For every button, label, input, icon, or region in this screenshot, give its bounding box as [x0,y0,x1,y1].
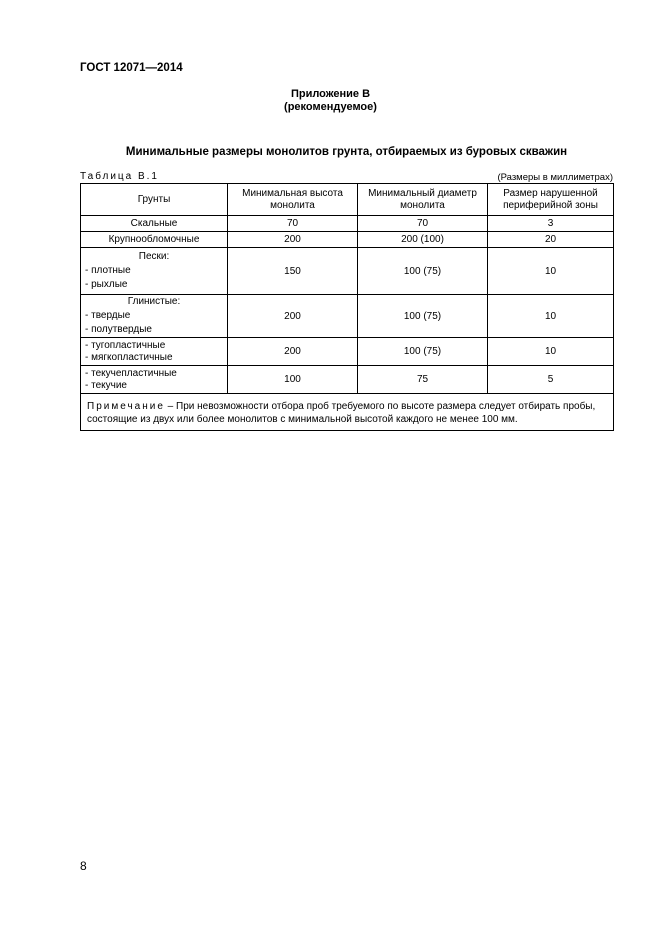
table-row-sands [81,248,614,295]
subtype-line: - полутвердые [85,324,152,335]
min-height-value: 70 [228,216,358,232]
zone-value: 5 [488,366,614,394]
subtype-line: - рыхлые [85,279,128,290]
min-diameter-value: 75 [358,366,488,394]
table-row-clays-2 [81,338,614,366]
table-note [81,394,614,431]
column-header-soils: Грунты [81,184,228,216]
subtype-line: - текучие [85,379,127,391]
document-code: ГОСТ 12071—2014 [80,62,183,74]
soil-name-sands [81,248,228,295]
subtype-line: - твердые [85,310,131,321]
subtype-line: - мягкопластичные [85,351,173,363]
appendix-name: Приложение В [290,88,371,100]
min-diameter-value: 200 (100) [358,232,488,248]
table-header-row [81,184,614,216]
soil-name: Скальные [81,216,228,232]
subtype-line: - текучепластичные [85,367,177,379]
page-number: 8 [80,859,87,873]
soil-name-clays [81,295,228,338]
column-header-min-height: Минимальная высота монолита [228,184,358,216]
appendix-status: (рекомендуемое) [284,101,377,113]
zone-value: 10 [488,338,614,366]
soil-monolith-table [80,183,614,431]
soil-name-clays-fluid [81,366,228,394]
zone-value: 10 [488,295,614,338]
note-label: Примечание [87,401,165,412]
column-header-min-diameter: Минимальный диаметр монолита [358,184,488,216]
table-units: (Размеры в миллиметрах) [497,172,613,183]
group-head: Пески: [138,251,170,262]
zone-value: 20 [488,232,614,248]
appendix-title [0,88,661,114]
table-row-clays-1 [81,295,614,338]
table-note-row [81,394,614,431]
min-diameter-value: 100 (75) [358,338,488,366]
zone-value: 10 [488,248,614,295]
min-diameter-value: 100 (75) [358,295,488,338]
soil-name-clays-plastic [81,338,228,366]
group-head: Глинистые: [127,296,181,307]
soil-name: Крупнообломочные [81,232,228,248]
table-row [81,232,614,248]
min-diameter-value: 100 (75) [358,248,488,295]
min-height-value: 200 [228,232,358,248]
table-row-clays-3 [81,366,614,394]
table-row [81,216,614,232]
min-height-value: 200 [228,295,358,338]
subtype-line: - тугопластичные [85,339,166,351]
min-diameter-value: 70 [358,216,488,232]
table-label: Таблица В.1 [80,171,159,182]
zone-value: 3 [488,216,614,232]
min-height-value: 100 [228,366,358,394]
min-height-value: 150 [228,248,358,295]
note-text: – При невозможности отбора проб требуемого по высоте размера следует отбирать пробы, состоящие из двух или более монолитов с минимальной высотой каждого не менее 100 мм. [87,401,596,425]
section-heading: Минимальные размеры монолитов грунта, отбираемых из буровых скважин [125,146,568,158]
subtype-line: - плотные [85,265,131,276]
min-height-value: 200 [228,338,358,366]
column-header-disturbed-zone: Размер нарушенной периферийной зоны [488,184,614,216]
